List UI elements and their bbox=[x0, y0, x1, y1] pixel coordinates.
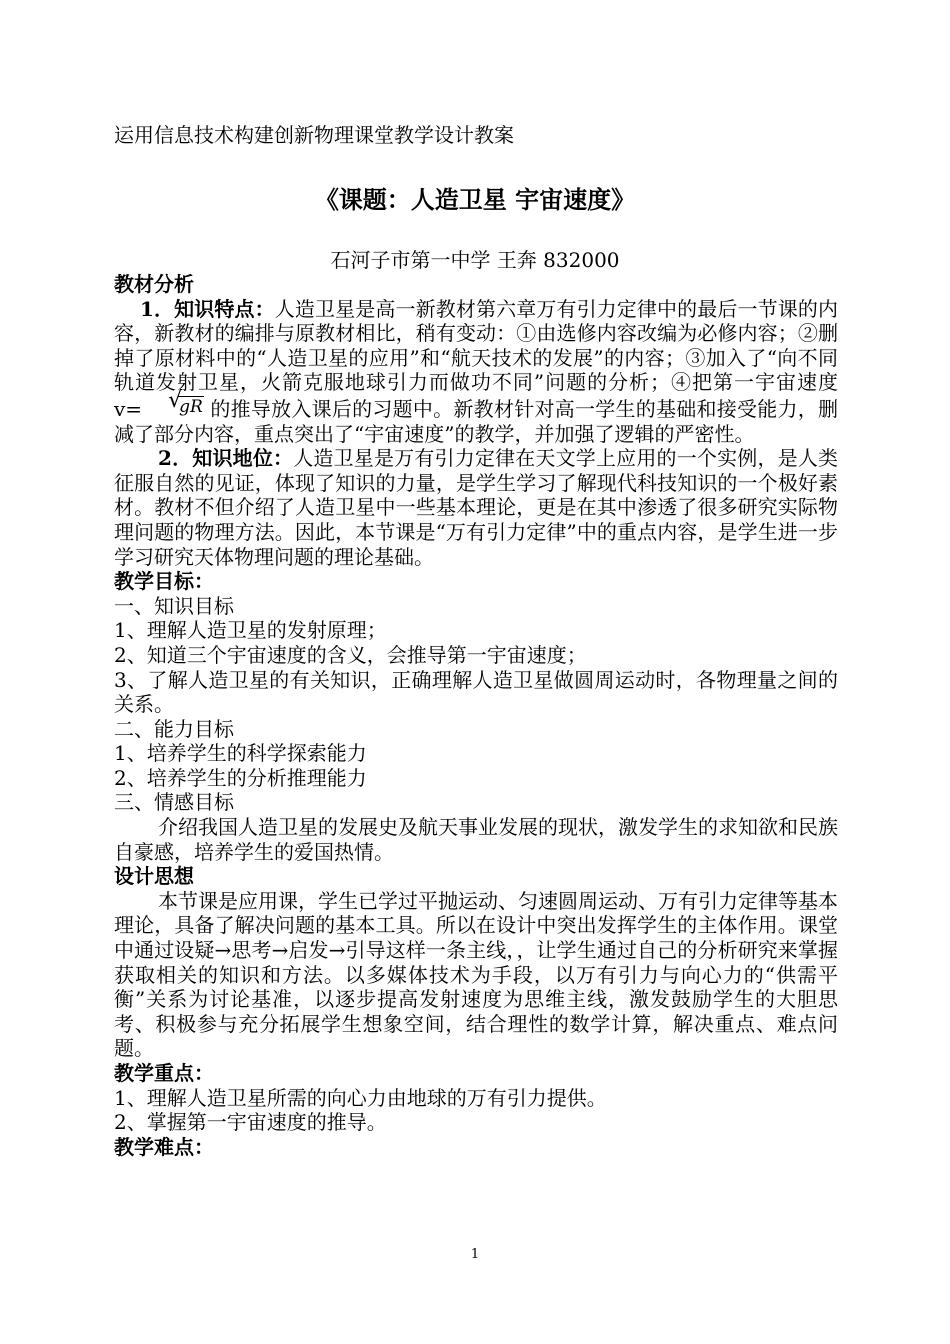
paragraph-text: 介绍我国人造卫星的发展史及航天事业发展的现状，激发学生的求知欲和民族自豪感，培养学生的爱国热情。 bbox=[114, 815, 838, 864]
formula-text: gR bbox=[179, 396, 203, 417]
goal-heading: 一、知识目标 bbox=[114, 593, 234, 618]
paragraph-text: 人造卫星是万有引力定律在天文学上应用的一个实例，是人类征服自然的见证，体现了知识的力量，是学生学习了解现代科技知识的一个极好素材。教材不但介绍了人造卫星中一些基本理论，更是在其中渗透了很多研究实际物理问题的物理方法。因此，本节课是“万有引力定律”中的重点内容，是学生进一步学习研究天体物理问题的理论基础。 bbox=[114, 446, 839, 569]
paragraph-knowledge-status bbox=[114, 446, 838, 569]
radical-sign-icon: √ bbox=[168, 387, 183, 413]
section-heading-material: 教材分析 bbox=[114, 272, 194, 296]
paragraph-text: 人造卫星是高一新教材第六章万有引力定律中的最后一节课的内容，新教材的编排与原教材相比，稍有变动：①由选修内容改编为必修内容；②删掉了原材料中的“人造卫星的应用”和“航天技术的发展”的内容；③加入了“向不同轨道发射卫星，火箭克服地球引力而做功不同”问题的分析；④把第一宇宙速度 v= bbox=[114, 296, 839, 421]
header-line: 运用信息技术构建创新物理课堂教学设计教案 bbox=[114, 123, 514, 147]
document-body bbox=[114, 272, 838, 1159]
list-item: 1、理解人造卫星的发射原理； bbox=[114, 618, 387, 643]
section-heading-difficulties: 教学难点： bbox=[114, 1134, 214, 1159]
paragraph-text: 本节课是应用课，学生已学过平抛运动、匀速圆周运动、万有引力定律等基本理论，具备了解决问题的基本工具。所以在设计中突出发挥学生的主体作用。课堂中通过设疑→思考→启发→引导这样一条主线，，让学生通过自己的分析研究来掌握获取相关的知识和方法。以多媒体技术为手段，以万有引力与向心力的“供需平衡”关系为讨论基准，以逐步提高发射速度为思维主线，激发鼓励学生的大胆思考、积极参与充分拓展学生想象空间，结合理性的数学计算，解决重点、难点问题。 bbox=[114, 888, 838, 1061]
list-item: 2、培养学生的分析推理能力 bbox=[114, 765, 367, 790]
list-item: 1、培养学生的科学探索能力 bbox=[114, 741, 367, 766]
list-item: 1、理解人造卫星所需的向心力由地球的万有引力提供。 bbox=[114, 1085, 607, 1110]
goal-heading: 二、能力目标 bbox=[114, 716, 234, 741]
list-item: 2、知道三个宇宙速度的含义，会推导第一宇宙速度； bbox=[114, 642, 587, 667]
paragraph-label: 2．知识地位： bbox=[158, 446, 294, 471]
lesson-title: 《课题：人造卫星 宇宙速度》 bbox=[314, 185, 636, 214]
sqrt-formula bbox=[142, 387, 204, 420]
section-heading-key-points: 教学重点： bbox=[114, 1061, 214, 1085]
paragraph-text: 的推导放入课后的习题中。新教材针对高一学生的基础和接受能力，删减了部分内容，重点突出了“宇宙速度”的教学，并加强了逻辑的严密性。 bbox=[114, 396, 839, 446]
section-heading-design: 设计思想 bbox=[114, 864, 194, 889]
section-heading-goals: 教学目标： bbox=[114, 569, 214, 594]
list-item: 2、掌握第一宇宙速度的推导。 bbox=[114, 1110, 387, 1135]
paragraph-label: 1．知识特点： bbox=[140, 296, 275, 321]
page-number: 1 bbox=[470, 1247, 480, 1262]
paragraph-knowledge-features bbox=[114, 297, 838, 447]
author-line: 石河子市第一中学 王奔 832000 bbox=[330, 248, 620, 272]
goal-heading: 三、情感目标 bbox=[114, 790, 234, 815]
list-item: 3、了解人造卫星的有关知识，正确理解人造卫星做圆周运动时，各物理量之间的关系。 bbox=[114, 667, 838, 717]
